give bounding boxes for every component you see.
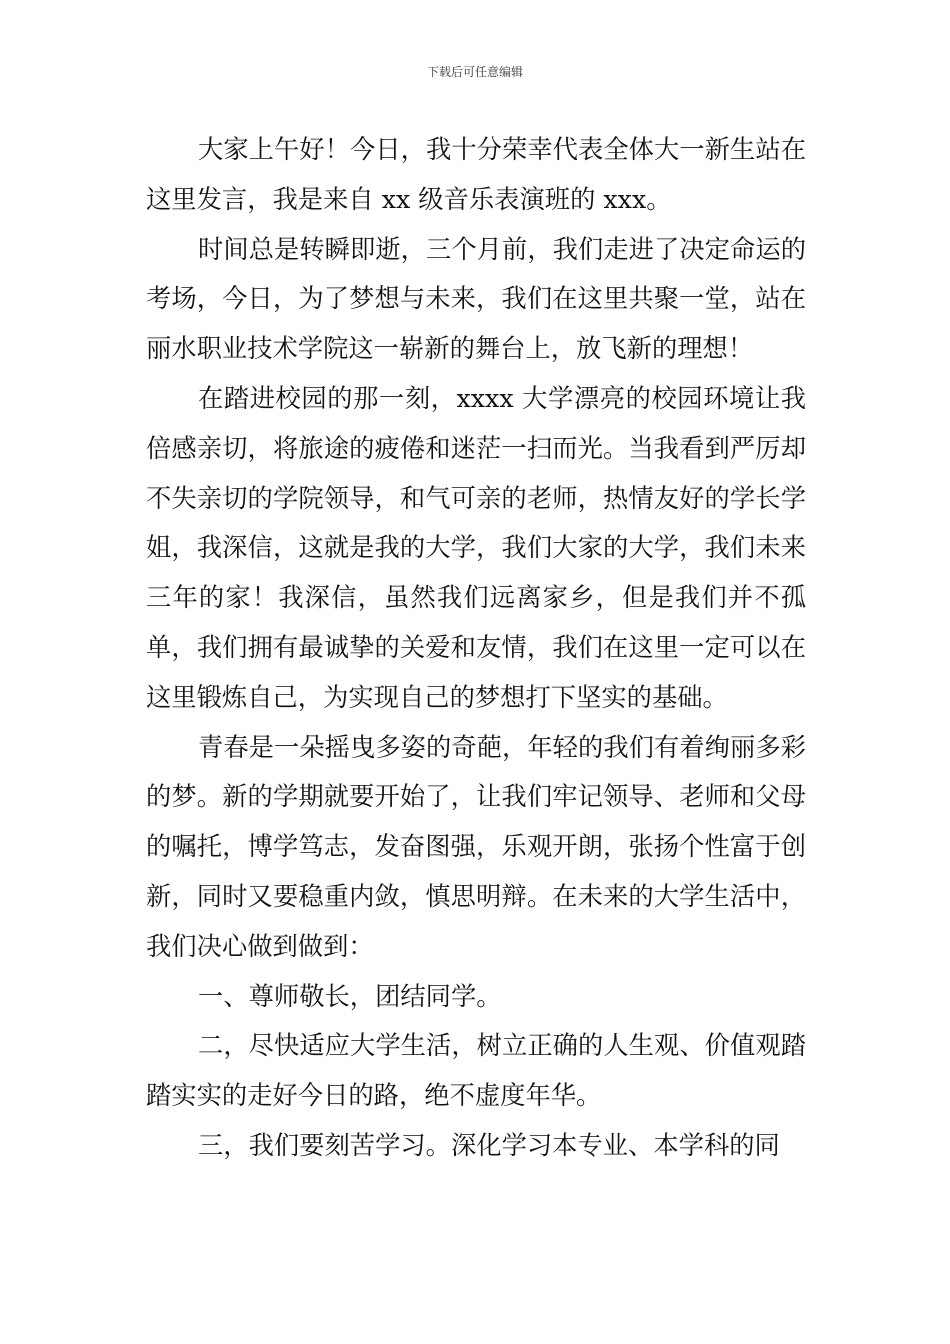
paragraph-point-one: 一、尊师敬长，团结同学。 xyxy=(198,981,502,1011)
paragraph-point-three: 三，我们要刻苦学习。深化学习本专业、本学科的同 xyxy=(198,1130,780,1160)
page-header: 下载后可任意编辑 xyxy=(426,65,523,79)
paragraph-campus: 在踏进校园的那一刻，xxxx 大学漂亮的校园环境让我倍感亲切，将旅途的疲倦和迷茫一扫而光。当我看到严厉却不失亲切的学院领导，和气可亲的老师，热情友好的学长学姐，我深信，这就是我的大学，我们大家的大学，我们未来三年的家！我深信，虽然我们远离家乡，但是我们并不孤单，我们拥有最诚挚的关爱和友情，我们在这里一定可以在这里锻炼自己，为实现自己的梦想打下坚实的基础。 xyxy=(146,383,806,712)
paragraph-time: 时间总是转瞬即逝，三个月前，我们走进了决定命运的考场，今日，为了梦想与未来，我们在这里共聚一堂，站在丽水职业技术学院这一崭新的舞台上，放飞新的理想！ xyxy=(146,234,806,364)
document-body xyxy=(146,125,806,1171)
paragraph-point-two: 二，尽快适应大学生活，树立正确的人生观、价值观踏踏实实的走好今日的路，绝不虚度年华。 xyxy=(146,1031,806,1111)
paragraph-youth: 青春是一朵摇曳多姿的奇葩，年轻的我们有着绚丽多彩的梦。新的学期就要开始了，让我们牢记领导、老师和父母的嘱托，博学笃志，发奋图强，乐观开朗，张扬个性富于创新，同时又要稳重内敛，慎思明辩。在未来的大学生活中，我们决心做到做到： xyxy=(146,732,806,961)
paragraph-greeting: 大家上午好！今日，我十分荣幸代表全体大一新生站在这里发言，我是来自 xx 级音乐表演班的 xxx。 xyxy=(146,135,806,214)
